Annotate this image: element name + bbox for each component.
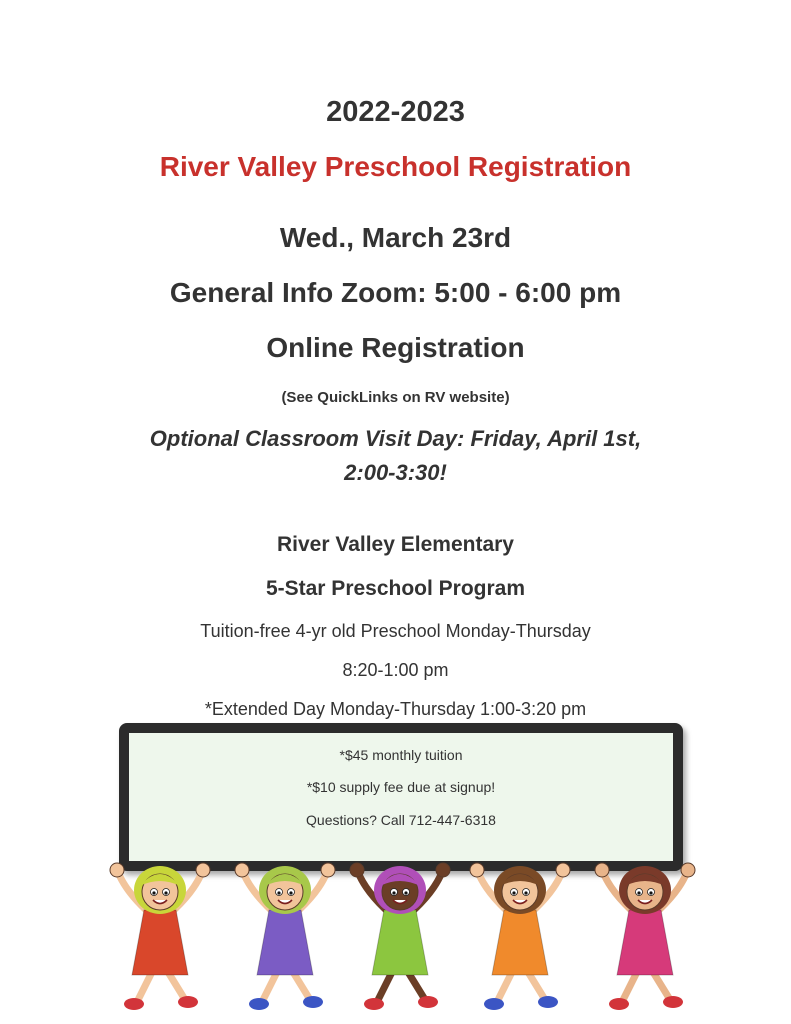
- kid-figure: [595, 863, 695, 1010]
- kid-hand: [470, 863, 484, 877]
- program-name: 5-Star Preschool Program: [265, 577, 526, 600]
- kid-shoe: [418, 996, 438, 1008]
- kid-pupil: [524, 891, 527, 894]
- kid-hand: [556, 863, 570, 877]
- kid-hand: [681, 863, 695, 877]
- kid-shoe: [178, 996, 198, 1008]
- kid-clothes: [492, 910, 548, 975]
- kid-clothes: [132, 910, 188, 975]
- kid-pupil: [512, 891, 515, 894]
- kid-pupil: [289, 891, 292, 894]
- kid-pupil: [164, 891, 167, 894]
- kid-leg: [138, 972, 152, 1000]
- kid-leg: [623, 972, 637, 1000]
- kid-shoe: [484, 998, 504, 1010]
- kid-clothes: [617, 910, 673, 975]
- kid-pupil: [392, 891, 395, 894]
- kid-pupil: [637, 891, 640, 894]
- kid-hand: [321, 863, 335, 877]
- extended-day-text: *Extended Day Monday-Thursday 1:00-3:20 pm: [204, 699, 587, 719]
- kid-shoe: [663, 996, 683, 1008]
- kid-shoe: [249, 998, 269, 1010]
- kid-clothes: [372, 910, 428, 975]
- kid-leg: [653, 972, 669, 998]
- kid-clothes: [257, 910, 313, 975]
- kid-hand: [110, 863, 124, 877]
- kid-figure: [235, 863, 335, 1010]
- event-date: Wed., March 23rd: [279, 222, 512, 253]
- kid-leg: [263, 972, 277, 1000]
- kid-pupil: [649, 891, 652, 894]
- online-registration-heading: Online Registration: [266, 332, 525, 363]
- kid-shoe: [609, 998, 629, 1010]
- quicklinks-note: (See QuickLinks on RV website): [281, 389, 510, 406]
- kid-pupil: [152, 891, 155, 894]
- kid-shoe: [364, 998, 384, 1010]
- tuition-text: Tuition-free 4-yr old Preschool Monday-Thursday: [200, 621, 591, 641]
- kid-hand: [595, 863, 609, 877]
- kid-shoe: [538, 996, 558, 1008]
- kid-leg: [528, 972, 544, 998]
- sign-board-panel: [129, 733, 673, 861]
- kid-hand: [196, 863, 210, 877]
- contact-phone-text: Questions? Call 712-447-6318: [306, 812, 496, 828]
- kid-figure: [110, 863, 210, 1010]
- supply-fee-text: *$10 supply fee due at signup!: [306, 779, 496, 795]
- kid-leg: [408, 972, 424, 998]
- kid-hand: [350, 863, 364, 877]
- visit-day-line-2: 2:00-3:30!: [344, 460, 447, 485]
- kid-pupil: [277, 891, 280, 894]
- monthly-tuition-text: *$45 monthly tuition: [339, 747, 463, 763]
- zoom-info: General Info Zoom: 5:00 - 6:00 pm: [169, 277, 622, 308]
- kid-hand: [235, 863, 249, 877]
- kids-illustration: [100, 850, 700, 1020]
- page-title: River Valley Preschool Registration: [159, 151, 632, 182]
- kid-leg: [498, 972, 512, 1000]
- hours-text: 8:20-1:00 pm: [342, 660, 449, 680]
- kid-shoe: [124, 998, 144, 1010]
- visit-day-line-1: Optional Classroom Visit Day: Friday, April 1st,: [149, 426, 642, 451]
- sign-board: [119, 723, 683, 871]
- kid-figure: [470, 863, 570, 1010]
- kid-figure: [350, 863, 450, 1010]
- kid-leg: [293, 972, 309, 998]
- school-name: River Valley Elementary: [277, 533, 514, 556]
- kid-hand: [436, 863, 450, 877]
- kid-leg: [378, 972, 392, 1000]
- year-heading: 2022-2023: [326, 96, 465, 128]
- kid-leg: [168, 972, 184, 998]
- kid-pupil: [404, 891, 407, 894]
- kid-shoe: [303, 996, 323, 1008]
